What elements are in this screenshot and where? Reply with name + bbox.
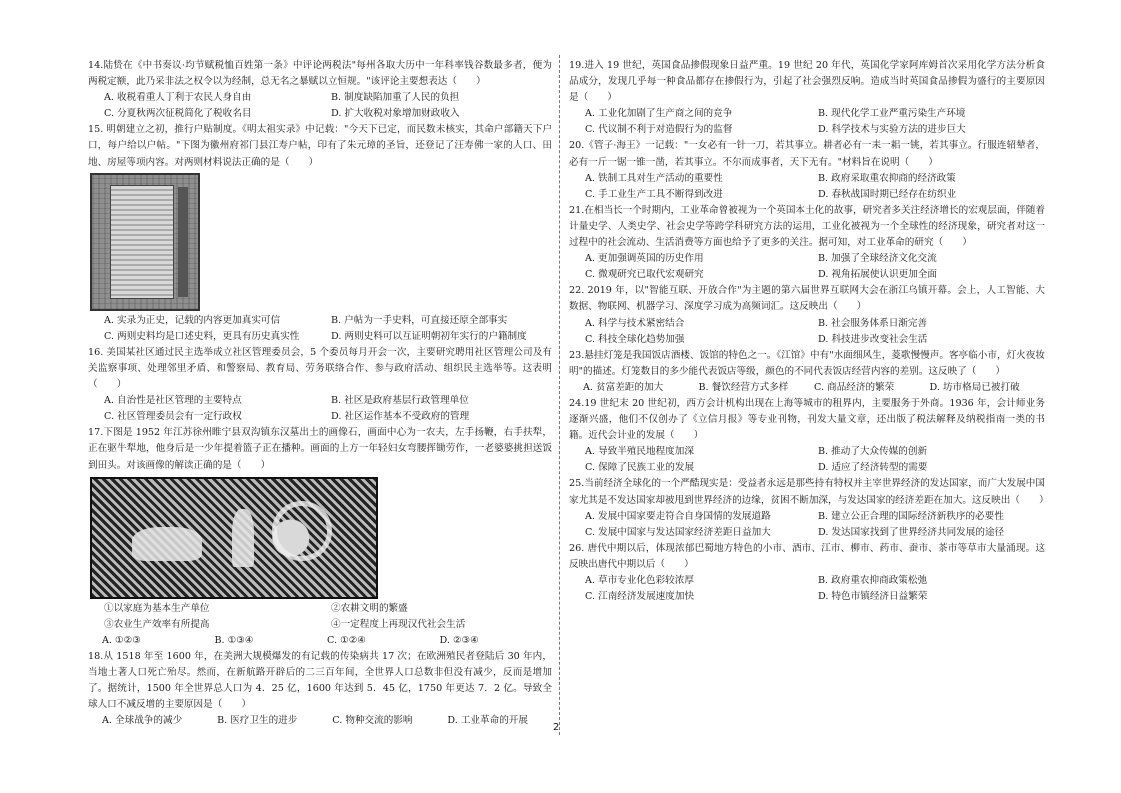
option-a: A. 更加强调英国的历史作用: [585, 253, 704, 265]
statement-2: ②农耕文明的繁盛: [331, 602, 408, 614]
question-24: [569, 396, 1045, 476]
question-stem: 17.下图是 1952 年江苏徐州睢宁县双沟镇东汉墓出土的画像石，画面中心为一农夫，左手扬鞭，右手扶犁，正在驱牛犁地，他身后是一少年提着篮子正在播种。画面的上方一年轻妇女弯腰挥锄劳作，一老婆婆挑担送饭到田头。对该画像的解读正确的是（ ）: [88, 427, 552, 471]
options: [569, 573, 1045, 605]
option-a: A. 自治性是社区管理的主要特点: [104, 395, 242, 407]
option-c: C. 分夏秋两次征税简化了税收名目: [104, 108, 252, 120]
option-c: C. 保障了民族工业的发展: [585, 462, 695, 474]
household-certificate-image: [90, 173, 200, 311]
option-b: B. 社区是政府基层行政管理单位: [331, 395, 469, 407]
statement-1: ①以家庭为基本生产单位: [104, 602, 210, 614]
right-column: [569, 58, 1049, 605]
options: [88, 90, 552, 122]
option-a: A. 实录为正史，记载的内容更加真实可信: [104, 314, 281, 326]
options: [569, 380, 1045, 396]
left-column: [88, 58, 552, 729]
option-c: C. 商品经济的繁荣: [814, 381, 895, 393]
han-stone-relief-image: [90, 477, 378, 599]
option-b: B. 医疗卫生的进步: [217, 715, 298, 727]
question-stem: 22. 2019 年，以"智能互联、开放合作"为主题的第六届世界互联网大会在浙江乌镇开幕。会上，人工智能、大数据、物联网、机器学习、深度学习成为高频词汇。这反映出（ ）: [569, 285, 1045, 313]
certificate-border-band: [178, 187, 188, 297]
options: [88, 713, 552, 729]
question-stem: 19.进入 19 世纪，英国食品掺假现象日益严重。19 世纪 20 年代，英国化学家阿库姆首次采用化学方法分析食品成分，发现几乎每一种食品都存在掺假行为，引起了社会强烈反响。造成当时英国食品掺假为盛行的主要原因是（ ）: [569, 60, 1045, 104]
option-b: B. 建立公正合理的国际经济新秩序的必要性: [818, 510, 1004, 522]
option-b: B. ①③④: [214, 634, 254, 646]
question-stem: 20.《管子·海王》一记载："一女必有一针一刀，若其事立。耕者必有一耒一耜一铫，若其事立。行服连轺辇者，必有一斤一锯一锥一凿，若其事立。不尔而成事者，天下无有。"材料旨在说明（ ）: [569, 140, 1045, 168]
question-26: [569, 541, 1045, 605]
relief-wheel-figure: [272, 501, 332, 561]
option-d: D. 科技进步改变社会生活: [818, 333, 928, 345]
options: [569, 444, 1045, 476]
option-b: B. 政府重农抑商政策松弛: [818, 575, 928, 586]
question-stem: 26. 唐代中期以后，体现浓郁巴蜀地方特色的小市、酒市、江市、柳市、药市、蚕市、茶市等草市大量涌现。这反映出唐代中期以后（ ）: [569, 542, 1045, 570]
question-14: [88, 58, 552, 122]
options: [569, 251, 1045, 283]
option-d: D. 适应了经济转型的需要: [818, 462, 928, 474]
option-c: C. 两则史料均是口述史料，更具有历史真实性: [104, 330, 300, 342]
question-stem: 24.19 世纪末 20 世纪初，西方会计机构出现在上海等城市的租界内，主要服务于外商。1936 年，会计师业务逐渐兴盛，他们不仅创办了《立信月报》等专业刊物，刊发大量文章，还出版了税法解释及纳税指南一类的书籍。近代会计业的发展（ ）: [569, 397, 1045, 442]
options: [569, 509, 1045, 541]
option-a: A. 工业化加剧了生产商之间的竞争: [585, 108, 733, 120]
option-c: C. 手工业生产工具不断得到改进: [585, 188, 723, 200]
relief-ox-figure: [132, 527, 202, 561]
question-19: [569, 58, 1045, 138]
options: [88, 393, 552, 425]
question-stem: 23.悬挂灯笼是我国饭店酒楼、饭馆的特色之一。《江馆》中有"水面细风生，菱歌慢慢声。客亭临小市，灯火夜妆明"的描述。灯笼数目的多少能代表饭店等级，颜色的不同代表饭店经营内容的差别。这反映了（ ）: [569, 349, 1045, 377]
option-b: B. 加强了全球经济文化交流: [818, 253, 937, 265]
options: [88, 633, 552, 649]
column-divider: [559, 55, 560, 735]
statement-items: [88, 601, 552, 633]
option-b: B. 社会服务体系日渐完善: [818, 317, 928, 329]
options: [569, 171, 1045, 203]
option-b: B. 现代化学工业严重污染生产环境: [818, 108, 966, 120]
question-stem: 21.在相当长一个时期内，工业革命曾被视为一个英国本土化的故事，研究者多关注经济增长的宏观层面，伴随着计量史学、人类史学、社会史学等跨学科研究方法的运用，工业化被视为一个全球性的经济现象，研究者对这一过程中的社会流动、生活消费等方面也给予了更多的关注。据可知，对工业革命的研究（ ）: [569, 204, 1045, 249]
question-stem: 15. 明朝建立之初，推行户贴制度。《明太祖实录》中记载："今天下已定，而民数未核实，其命户部籍天下户口，每户给以户帖。"下图为徽州府祁门县江寿户帖，印有了朱元璋的圣旨，还登记了汪寿佛一家的人口、田地、房屋等项内容。对两则材料说法正确的是（ ）: [88, 124, 552, 168]
option-a: A. 铁制工具对生产活动的重要性: [585, 172, 723, 184]
statement-4: ④一定程度上再现汉代社会生活: [331, 618, 466, 630]
question-25: [569, 476, 1049, 540]
option-c: C. 物种交流的影响: [332, 715, 413, 727]
option-d: D. 发达国家找到了世界经济共同发展的途径: [818, 526, 1005, 538]
options: [88, 313, 552, 345]
option-a: A. 全球战争的减少: [102, 715, 183, 727]
question-stem: 18.从 1518 年至 1600 年，在美洲大规模爆发的有记载的传染病共 17 次；在欧洲殖民者登陆后 30 年内，当地土著人口死亡殆尽。然而，在新航路开辟后的二三百年间，全世界人口总数非但没有减少，反而是增加了。据统计，1500 年全世界总人口为 4．25 亿，1600 年达到 5．45 亿，1750 年更达 7．2 亿。导致全球人口不减反增的主要原因是（ ）: [88, 650, 552, 711]
question-23: [569, 348, 1045, 396]
page-number: 2: [553, 722, 560, 733]
option-b: B. 制度缺陷加重了人民的负担: [331, 92, 460, 104]
question-21: [569, 203, 1045, 283]
question-stem: 25.当前经济全球化的一个严酷现实是：受益者永远是那些持有特权并主宰世界经济的发达国家，而广大发展中国家尤其是不发达国家却被甩到世界经济的边缘，贫困不断加深，与发达国家的经济差距在加大。这反映出（ ）: [569, 478, 1049, 506]
option-a: A. 贫富差距的加大: [583, 381, 664, 393]
question-20: [569, 138, 1045, 202]
question-15: [88, 122, 552, 344]
option-a: A. 科学与技术紧密结合: [585, 317, 685, 329]
option-b: B. 推动了大众传媒的创新: [818, 446, 928, 458]
option-c: C. ①②④: [327, 634, 366, 646]
option-c: C. 发展中国家与发达国家经济差距日益加大: [585, 526, 771, 538]
option-a: A. 导致半殖民地程度加深: [585, 446, 694, 458]
option-c: C. 科技全球化趋势加强: [585, 333, 685, 345]
option-d: D. 科学技术与实验方法的进步巨大: [818, 124, 966, 136]
option-a: A. 发展中国家要走符合自身国情的发展道路: [585, 510, 771, 522]
relief-farmer-figure: [232, 509, 254, 567]
option-d: D. 视角拓展使认识更加全面: [818, 269, 937, 281]
option-d: D. 春秋战国时期已经存在纺织业: [818, 188, 957, 200]
option-c: C. 社区管理委员会有一定行政权: [104, 411, 242, 423]
options: [569, 106, 1045, 138]
question-18: [88, 649, 552, 729]
option-d: D. 工业革命的开展: [447, 715, 528, 727]
option-b: B. 餐饮经营方式多样: [698, 381, 789, 393]
question-22: [569, 283, 1045, 347]
option-d: D. 特色市镇经济日益繁荣: [818, 591, 928, 603]
options: [569, 316, 1045, 348]
option-c: C. 代议制不利于对造假行为的监督: [585, 124, 733, 136]
option-d: D. 两则史料可以互证明朝初年实行的户籍制度: [331, 330, 527, 342]
option-d: D. 坊市格局已被打破: [929, 381, 1020, 393]
statement-3: ③农业生产效率有所提高: [104, 618, 210, 630]
question-16: [88, 345, 552, 425]
option-d: D. 扩大收税对象增加财政收入: [331, 108, 460, 120]
option-b: B. 政府采取重农抑商的经济政策: [818, 172, 956, 184]
option-d: D. 社区运作基本不受政府的管理: [331, 411, 470, 423]
option-d: D. ②③④: [439, 634, 479, 646]
option-a: A. 草市专业化色彩较浓厚: [585, 575, 694, 586]
option-c: C. 微观研究已取代宏观研究: [585, 269, 704, 281]
question-stem: 14.陆贽在《中书奏议·均节赋税恤百姓第一条》中评论两税法"每州各取大历中一年科率钱谷数最多者，便为两税定额，此乃采非法之权令以为经制，总无名之暴赋以立恒规。"该评论主要想表达（ ）: [88, 60, 552, 88]
option-b: B. 户帖为一手史料，可直接还原全部事实: [331, 314, 508, 326]
certificate-text-area: [110, 185, 174, 299]
question-stem: 16. 美国某社区通过民主选举成立社区管理委员会，5 个委员每月开会一次，主要研究聘用社区管理公司及有关监察事项、处理邻里矛盾、和警察局、教育局、劳务联络合作、参与政府活动、组织民主选举等。这表明（ ）: [88, 346, 552, 391]
option-a: A. ①②③: [102, 634, 141, 646]
question-17: [88, 425, 552, 649]
option-a: A. 收税看重人丁利于农民人身自由: [104, 92, 252, 104]
option-c: C. 江南经济发展速度加快: [585, 591, 695, 603]
